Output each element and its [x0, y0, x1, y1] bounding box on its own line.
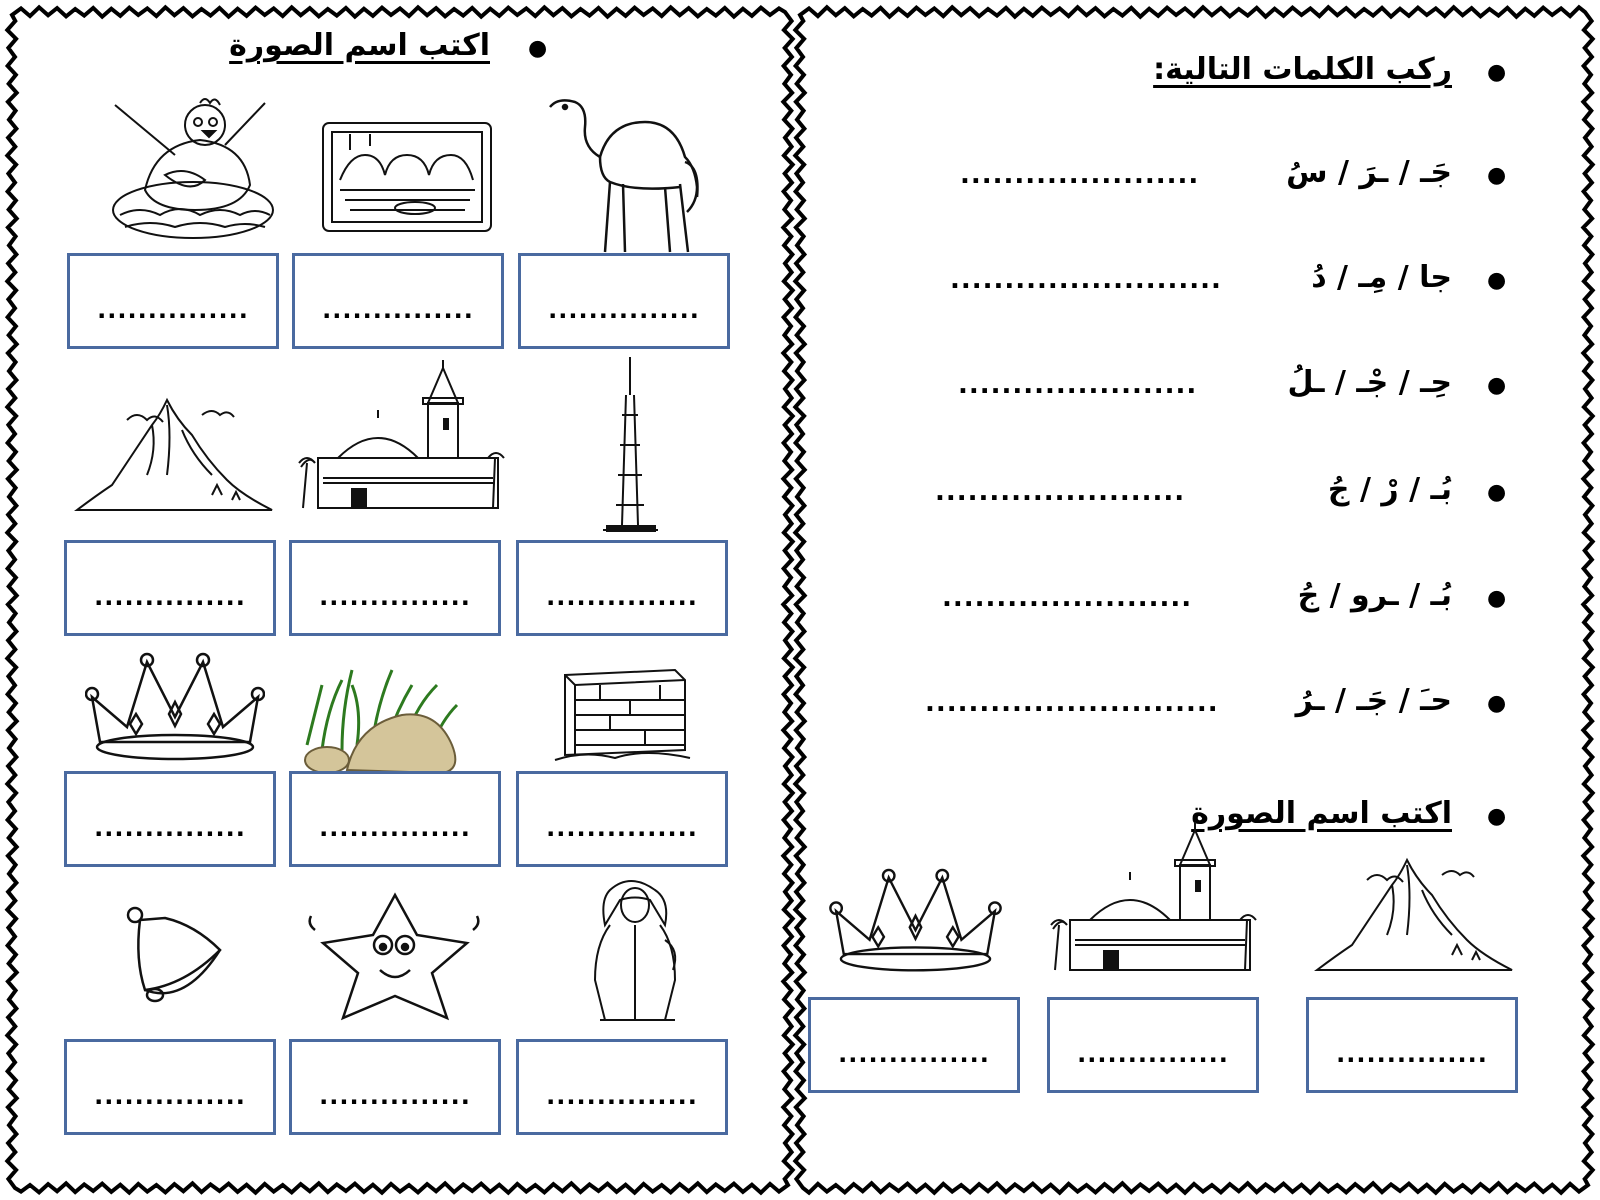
exercise-letters: جَـ / ـرَ / سُ: [1286, 155, 1452, 190]
grass-rock-icon: [297, 665, 472, 775]
mountain-icon: [1312, 855, 1517, 980]
exercise-bullet: ●: [1487, 586, 1507, 611]
exercise-letters: حِـ / جْـ / ـلُ: [1287, 365, 1452, 400]
exercise-letters: بُـ / ـرو / جُ: [1297, 578, 1452, 613]
answer-placeholder: ...............: [94, 1082, 246, 1110]
answer-placeholder: ...............: [546, 814, 698, 842]
exercise-answer-line[interactable]: .........................: [950, 265, 1222, 295]
answer-placeholder: ...............: [546, 583, 698, 611]
man-icon: [580, 870, 695, 1030]
left-answer-box-9[interactable]: [516, 771, 728, 867]
answer-placeholder: ...............: [319, 1082, 471, 1110]
exercise-letters: حـَ / جَـ / ـرُ: [1295, 683, 1452, 718]
answer-placeholder: ...............: [322, 296, 474, 324]
answer-placeholder: ...............: [1336, 1040, 1488, 1068]
answer-placeholder: ...............: [546, 1082, 698, 1110]
left-answer-box-8[interactable]: [289, 771, 501, 867]
bell-icon: [115, 905, 230, 1015]
right-picture-title: اكتب اسم الصورة: [1191, 796, 1452, 831]
crown-icon: [85, 652, 265, 767]
answer-placeholder: ...............: [548, 296, 700, 324]
left-answer-box-6[interactable]: [516, 540, 728, 636]
answer-placeholder: ...............: [97, 296, 249, 324]
left-answer-box-11[interactable]: [289, 1039, 501, 1135]
left-answer-box-3[interactable]: [518, 253, 730, 349]
answer-placeholder: ...............: [319, 583, 471, 611]
right-title-bullet: ●: [1487, 60, 1507, 85]
mosque-icon: [1045, 820, 1275, 975]
answer-placeholder: ...............: [94, 583, 246, 611]
answer-placeholder: ...............: [94, 814, 246, 842]
left-answer-box-2[interactable]: [292, 253, 504, 349]
left-answer-box-12[interactable]: [516, 1039, 728, 1135]
exercise-bullet: ●: [1487, 268, 1507, 293]
right-answer-box-3[interactable]: [1306, 997, 1518, 1093]
exercise-bullet: ●: [1487, 691, 1507, 716]
chicken-icon: [105, 95, 275, 245]
right-answer-box-2[interactable]: [1047, 997, 1259, 1093]
exercise-answer-line[interactable]: ......................: [960, 160, 1200, 190]
exercise-answer-line[interactable]: .......................: [935, 477, 1186, 507]
right-panel-title: ركب الكلمات التالية:: [1153, 52, 1452, 87]
exercise-letters: بُـ / رْ / جُ: [1327, 472, 1452, 507]
left-title-bullet: ●: [528, 36, 548, 61]
exercise-bullet: ●: [1487, 373, 1507, 398]
exercise-letters: جا / مِـ / دُ: [1311, 260, 1452, 295]
mountain-icon: [72, 395, 277, 520]
exercise-bullet: ●: [1487, 163, 1507, 188]
left-panel-title: اكتب اسم الصورة: [229, 28, 490, 63]
sofa-icon: [320, 120, 495, 235]
tower-icon: [598, 355, 663, 535]
star-icon: [305, 890, 485, 1025]
exercise-answer-line[interactable]: ...........................: [925, 688, 1219, 718]
exercise-answer-line[interactable]: .......................: [942, 583, 1193, 613]
crown-icon: [828, 868, 1003, 978]
answer-placeholder: ...............: [1077, 1040, 1229, 1068]
mosque-icon: [293, 358, 523, 513]
answer-placeholder: ...............: [838, 1040, 990, 1068]
wall-icon: [545, 655, 700, 765]
picture-title-bullet: ●: [1487, 804, 1507, 829]
left-answer-box-10[interactable]: [64, 1039, 276, 1135]
camel-icon: [545, 92, 710, 257]
left-answer-box-5[interactable]: [289, 540, 501, 636]
left-answer-box-7[interactable]: [64, 771, 276, 867]
exercise-answer-line[interactable]: ......................: [958, 370, 1198, 400]
answer-placeholder: ...............: [319, 814, 471, 842]
exercise-bullet: ●: [1487, 480, 1507, 505]
right-answer-box-1[interactable]: [808, 997, 1020, 1093]
left-answer-box-1[interactable]: [67, 253, 279, 349]
left-answer-box-4[interactable]: [64, 540, 276, 636]
